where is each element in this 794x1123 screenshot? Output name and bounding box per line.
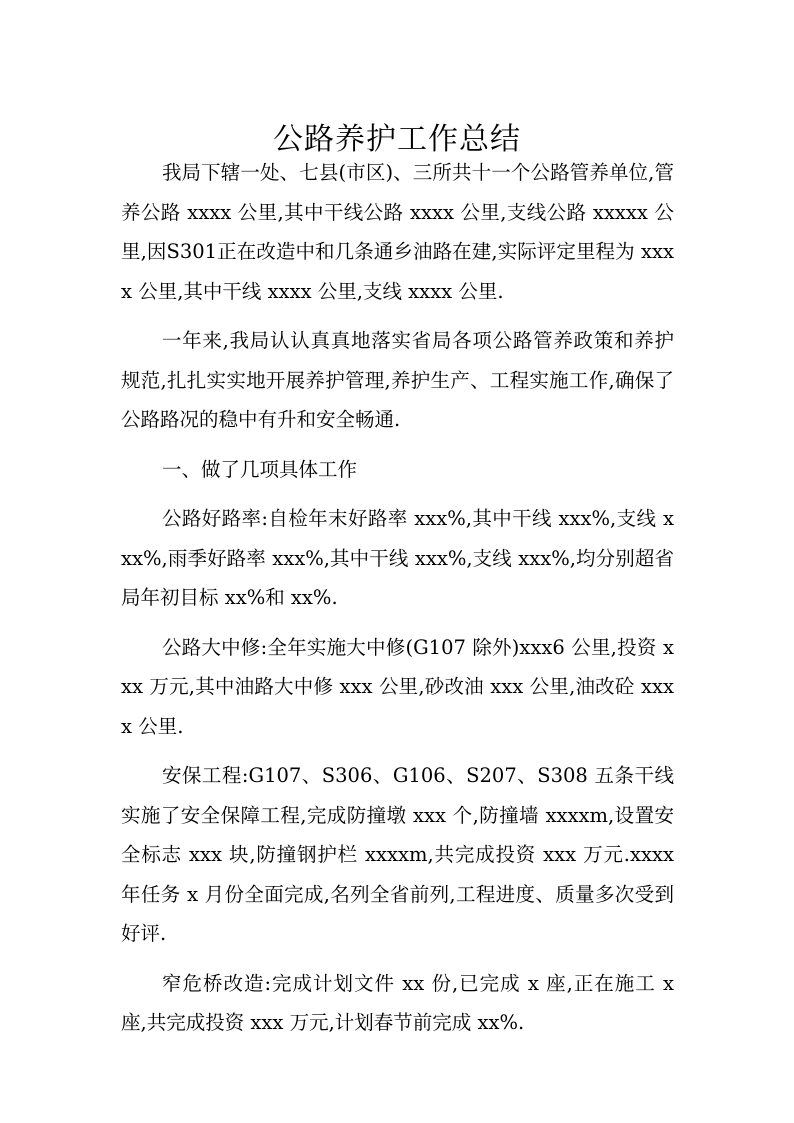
section-heading-work-items: 一、做了几项具体工作	[161, 457, 357, 481]
paragraph-major-repairs: 公路大中修:全年实施大中修(G107 除外)xxx6 公里,投资 xxx 万元,其中油路大中修 xxx 公里,砂改油 xxx 公里,油改砼 xxxx 公里.	[121, 635, 674, 738]
paragraph-annual-summary: 一年来,我局认认真真地落实省局各项公路管养政策和养护规范,扎扎实实地开展养护管理,养护生产、工程实施工作,确保了公路路况的稳中有升和安全畅通.	[121, 329, 674, 431]
paragraph-good-road-rate: 公路好路率:自检年末好路率 xxx%,其中干线 xxx%,支线 xxx%,雨季好路率 xxx%,其中干线 xxx%,支线 xxx%,均分别超省局年初目标 xx%和 xx%.	[121, 507, 674, 609]
document-title: 公路养护工作总结	[273, 122, 521, 158]
paragraph-safety-engineering: 安保工程:G107、S306、G106、S207、S308 五条干线实施了安全保障工程,完成防撞墩 xxx 个,防撞墙 xxxxm,设置安全标志 xxx 块,防撞钢护栏 xxxxm,共完成投资 xxx 万元.xxxx 年任务 x 月份全面完成,名列全省前列,工程进度、质量多次受到好评.	[121, 764, 674, 945]
paragraph-bridge-renovation: 窄危桥改造:完成计划文件 xx 份,已完成 x 座,正在施工 x 座,共完成投资 xxx 万元,计划春节前完成 xx%.	[121, 971, 674, 1034]
document-body	[121, 153, 674, 1053]
paragraph-overview: 我局下辖一处、七县(市区)、三所共十一个公路管养单位,管养公路 xxxx 公里,其中干线公路 xxxx 公里,支线公路 xxxxx 公里,因S301正在改造中和几条通乡油路在建,实际评定里程为 xxxx 公里,其中干线 xxxx 公里,支线 xxxx 公里.	[121, 161, 674, 303]
